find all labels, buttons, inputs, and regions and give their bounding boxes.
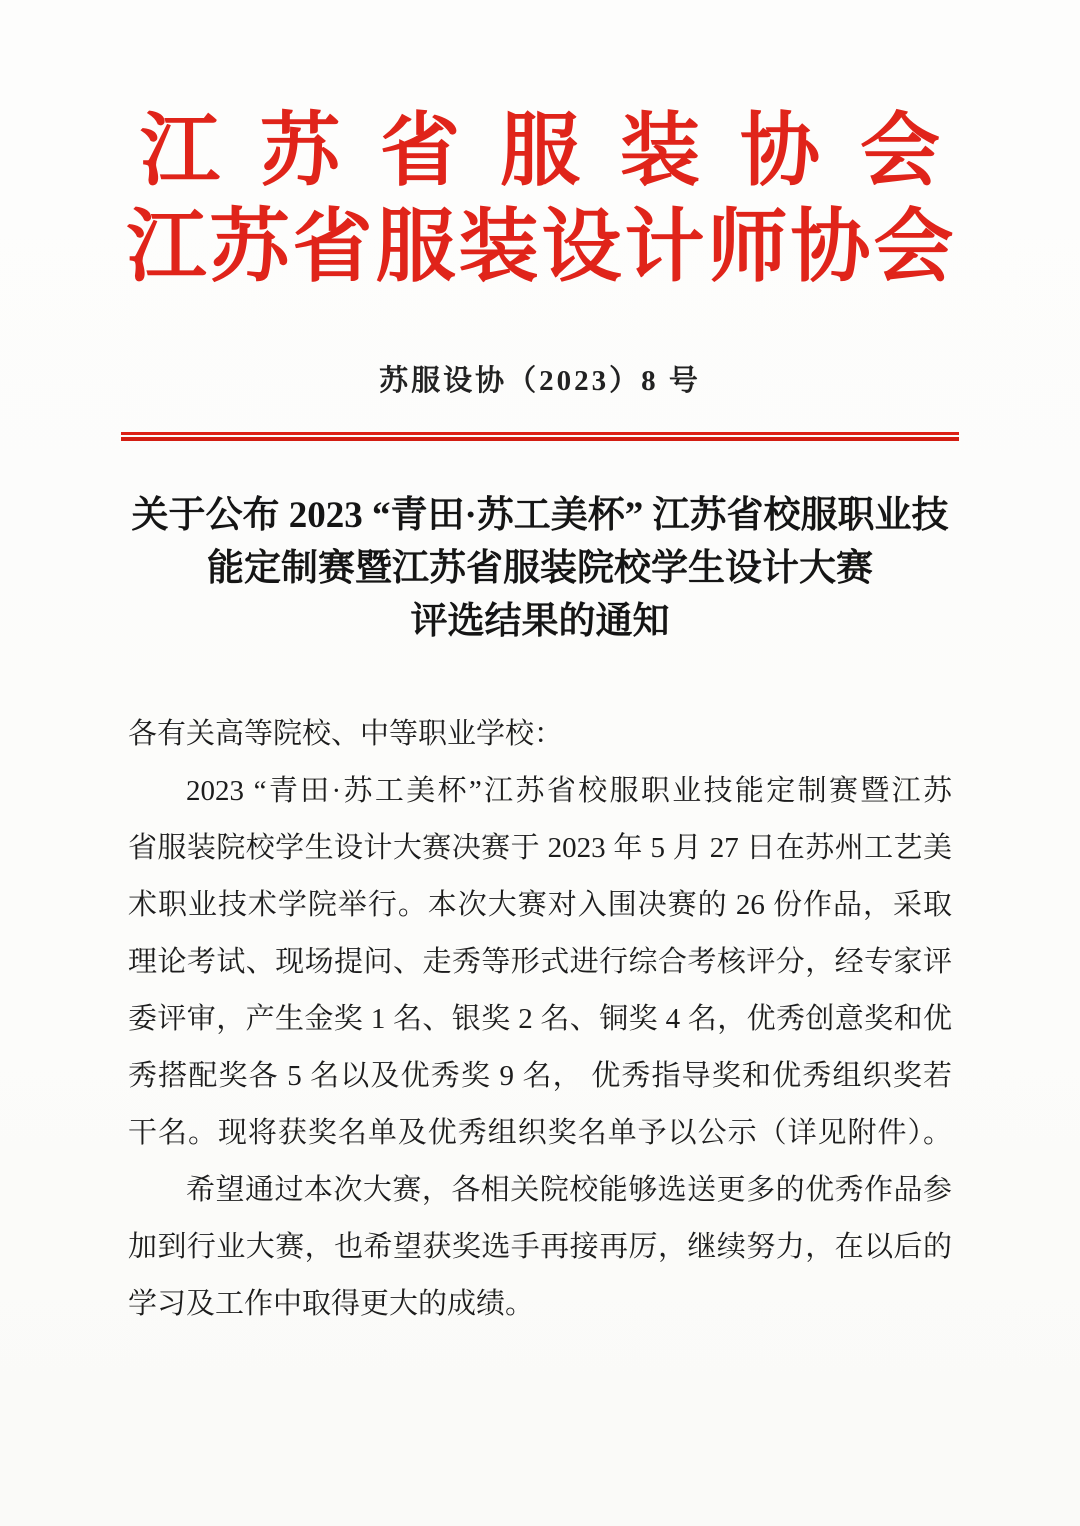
paragraph1-line-7: 干名。现将获奖名单及优秀组织奖名单予以公示（详见附件）。 — [128, 1117, 952, 1149]
notice-body — [128, 706, 952, 1333]
paragraph2-line-1: 希望通过本次大赛，各相关院校能够选送更多的优秀作品参 — [186, 1174, 952, 1206]
notice-title-line-3: 评选结果的通知 — [410, 601, 670, 642]
paragraph1-line-4: 理论考试、现场提问、走秀等形式进行综合考核评分，经专家评 — [128, 946, 952, 978]
notice-title — [0, 489, 1080, 648]
org-name-primary: 江苏省服装协会 — [140, 108, 980, 196]
red-divider-bottom-stripe — [121, 437, 959, 441]
paragraph1-line-6: 秀搭配奖各 5 名以及优秀奖 9 名， 优秀指导奖和优秀组织奖若 — [128, 1060, 952, 1092]
paragraph2-line-3: 学习及工作中取得更大的成绩。 — [128, 1288, 535, 1320]
paragraph2-line-2: 加到行业大赛，也希望获奖选手再接再厉，继续努力，在以后的 — [128, 1231, 952, 1263]
org-name-secondary: 江苏省服装设计师协会 — [126, 204, 957, 292]
notice-title-line-2: 能定制赛暨江苏省服装院校学生设计大赛 — [207, 548, 873, 589]
paragraph1-line-1: 2023 “青田·苏工美杯”江苏省校服职业技能定制赛暨江苏 — [186, 775, 952, 807]
paragraph1-line-3: 术职业技术学院举行。本次大赛对入围决赛的 26 份作品，采取 — [128, 889, 952, 921]
notice-title-line-1: 关于公布 2023 “青田·苏工美杯” 江苏省校服职业技 — [131, 495, 949, 536]
red-divider-line — [121, 432, 959, 441]
paragraph1-line-2: 省服装院校学生设计大赛决赛于 2023 年 5 月 27 日在苏州工艺美 — [128, 832, 952, 864]
salutation-line: 各有关高等院校、中等职业学校： — [128, 718, 564, 750]
document-number: 苏服设协（2023）8 号 — [379, 365, 701, 397]
letterhead — [0, 104, 1080, 296]
paragraph1-line-5: 委评审，产生金奖 1 名、银奖 2 名、铜奖 4 名，优秀创意奖和优 — [128, 1003, 952, 1035]
